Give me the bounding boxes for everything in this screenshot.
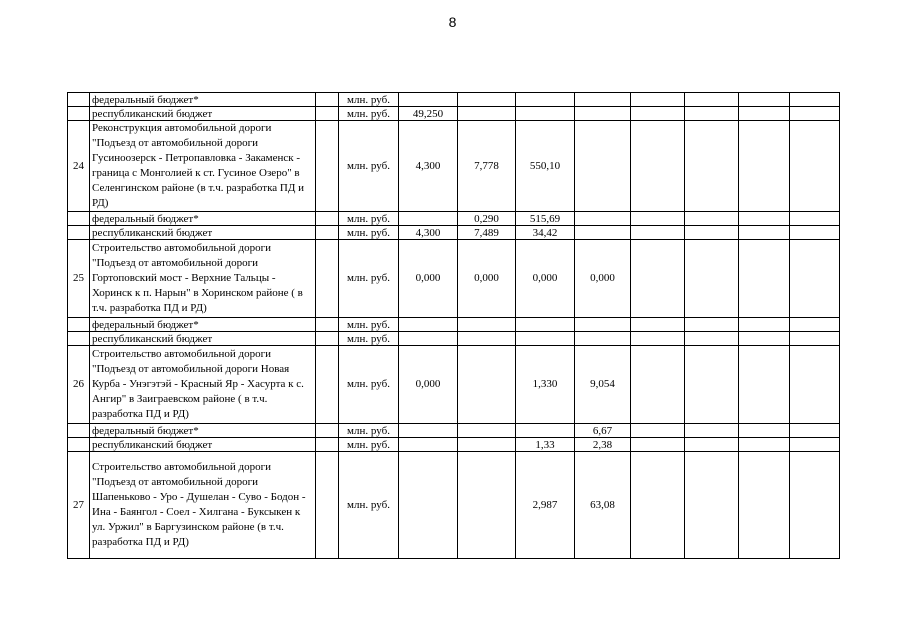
unit-cell: млн. руб. bbox=[339, 107, 399, 121]
value-cell: 6,67 bbox=[575, 424, 631, 438]
value-cell bbox=[516, 93, 575, 107]
value-cell bbox=[399, 438, 458, 452]
value-cell bbox=[458, 93, 516, 107]
value-cell bbox=[739, 240, 790, 318]
value-cell bbox=[790, 452, 840, 559]
value-cell bbox=[739, 212, 790, 226]
value-cell bbox=[458, 424, 516, 438]
value-cell bbox=[685, 121, 739, 212]
project-name: Строительство автомобильной дороги "Подъезд от автомобильной дороги Шапеньково - Уро - Душелан - Суво - Бодон - Ина - Баянгол - Соел - Хилгана - Буксыкен к ул. Уржил" в Баргузинском районе (в т.ч. разработка ПД и РД) bbox=[90, 452, 316, 559]
value-cell bbox=[739, 438, 790, 452]
unit-cell: млн. руб. bbox=[339, 318, 399, 332]
value-cell bbox=[790, 226, 840, 240]
value-cell bbox=[631, 121, 685, 212]
budget-source-name: республиканский бюджет bbox=[90, 332, 316, 346]
value-cell bbox=[685, 107, 739, 121]
empty-cell bbox=[316, 424, 339, 438]
value-cell bbox=[399, 212, 458, 226]
value-cell: 4,300 bbox=[399, 226, 458, 240]
value-cell bbox=[739, 107, 790, 121]
value-cell bbox=[790, 424, 840, 438]
unit-cell: млн. руб. bbox=[339, 240, 399, 318]
table-row bbox=[68, 332, 840, 346]
row-number bbox=[68, 332, 90, 346]
value-cell: 515,69 bbox=[516, 212, 575, 226]
value-cell bbox=[685, 93, 739, 107]
value-cell bbox=[739, 452, 790, 559]
value-cell: 1,33 bbox=[516, 438, 575, 452]
value-cell bbox=[685, 346, 739, 424]
value-cell bbox=[631, 346, 685, 424]
value-cell bbox=[458, 107, 516, 121]
value-cell: 1,330 bbox=[516, 346, 575, 424]
value-cell bbox=[739, 332, 790, 346]
value-cell bbox=[631, 240, 685, 318]
value-cell bbox=[399, 93, 458, 107]
budget-source-name: федеральный бюджет* bbox=[90, 318, 316, 332]
table-row bbox=[68, 107, 840, 121]
row-number: 26 bbox=[68, 346, 90, 424]
table-row bbox=[68, 346, 840, 424]
row-number bbox=[68, 226, 90, 240]
row-number: 24 bbox=[68, 121, 90, 212]
project-name: Строительство автомобильной дороги "Подъезд от автомобильной дороги Новая Курба - Унэгэтэй - Красный Яр - Хасурта к с. Ангир" в Заиграевском районе ( в т.ч. разработка ПД и РД) bbox=[90, 346, 316, 424]
value-cell bbox=[685, 332, 739, 346]
value-cell bbox=[739, 318, 790, 332]
value-cell bbox=[399, 424, 458, 438]
value-cell: 0,290 bbox=[458, 212, 516, 226]
empty-cell bbox=[316, 121, 339, 212]
value-cell bbox=[685, 240, 739, 318]
unit-cell: млн. руб. bbox=[339, 226, 399, 240]
value-cell bbox=[790, 332, 840, 346]
value-cell bbox=[790, 438, 840, 452]
value-cell bbox=[631, 332, 685, 346]
value-cell: 49,250 bbox=[399, 107, 458, 121]
value-cell: 4,300 bbox=[399, 121, 458, 212]
value-cell bbox=[575, 332, 631, 346]
unit-cell: млн. руб. bbox=[339, 121, 399, 212]
value-cell: 2,38 bbox=[575, 438, 631, 452]
row-number: 25 bbox=[68, 240, 90, 318]
value-cell bbox=[575, 93, 631, 107]
value-cell bbox=[790, 212, 840, 226]
table-row bbox=[68, 93, 840, 107]
value-cell bbox=[631, 107, 685, 121]
value-cell bbox=[516, 332, 575, 346]
unit-cell: млн. руб. bbox=[339, 452, 399, 559]
value-cell bbox=[575, 318, 631, 332]
value-cell bbox=[575, 107, 631, 121]
value-cell bbox=[516, 318, 575, 332]
budget-source-name: федеральный бюджет* bbox=[90, 212, 316, 226]
unit-cell: млн. руб. bbox=[339, 93, 399, 107]
row-number bbox=[68, 318, 90, 332]
value-cell bbox=[575, 212, 631, 226]
value-cell bbox=[685, 452, 739, 559]
value-cell bbox=[575, 121, 631, 212]
budget-source-name: федеральный бюджет* bbox=[90, 424, 316, 438]
budget-source-name: федеральный бюджет* bbox=[90, 93, 316, 107]
budget-source-name: республиканский бюджет bbox=[90, 107, 316, 121]
row-number bbox=[68, 438, 90, 452]
row-number: 27 bbox=[68, 452, 90, 559]
value-cell bbox=[575, 226, 631, 240]
value-cell bbox=[631, 226, 685, 240]
value-cell bbox=[685, 226, 739, 240]
value-cell: 0,000 bbox=[575, 240, 631, 318]
value-cell bbox=[458, 346, 516, 424]
value-cell: 0,000 bbox=[516, 240, 575, 318]
empty-cell bbox=[316, 107, 339, 121]
empty-cell bbox=[316, 240, 339, 318]
value-cell bbox=[790, 121, 840, 212]
table-row bbox=[68, 226, 840, 240]
table-row bbox=[68, 424, 840, 438]
value-cell: 7,778 bbox=[458, 121, 516, 212]
project-name: Реконструкция автомобильной дороги "Подъезд от автомобильной дороги Гусиноозерск - Петропавловка - Закаменск - граница с Монголией к ст. Гусиное Озеро" в Селенгинском районе (в т.ч. разработка ПД и РД) bbox=[90, 121, 316, 212]
page-number: 8 bbox=[448, 14, 457, 30]
value-cell bbox=[739, 226, 790, 240]
value-cell bbox=[631, 438, 685, 452]
value-cell bbox=[685, 318, 739, 332]
project-name: Строительство автомобильной дороги "Подъезд от автомобильной дороги Гортоповский мост - Верхние Тальцы - Хоринск к п. Нарын" в Хоринском районе ( в т.ч. разработка ПД и РД) bbox=[90, 240, 316, 318]
value-cell: 9,054 bbox=[575, 346, 631, 424]
value-cell bbox=[739, 424, 790, 438]
table-row bbox=[68, 212, 840, 226]
empty-cell bbox=[316, 226, 339, 240]
value-cell: 0,000 bbox=[399, 240, 458, 318]
value-cell: 2,987 bbox=[516, 452, 575, 559]
value-cell bbox=[399, 452, 458, 559]
value-cell bbox=[685, 438, 739, 452]
value-cell bbox=[790, 318, 840, 332]
value-cell bbox=[790, 107, 840, 121]
budget-source-name: республиканский бюджет bbox=[90, 438, 316, 452]
value-cell bbox=[399, 318, 458, 332]
table-row bbox=[68, 452, 840, 559]
table-row bbox=[68, 318, 840, 332]
value-cell bbox=[685, 424, 739, 438]
empty-cell bbox=[316, 93, 339, 107]
row-number bbox=[68, 107, 90, 121]
table-row bbox=[68, 121, 840, 212]
unit-cell: млн. руб. bbox=[339, 332, 399, 346]
value-cell bbox=[790, 240, 840, 318]
empty-cell bbox=[316, 212, 339, 226]
value-cell: 550,10 bbox=[516, 121, 575, 212]
value-cell bbox=[631, 318, 685, 332]
empty-cell bbox=[316, 318, 339, 332]
value-cell: 63,08 bbox=[575, 452, 631, 559]
unit-cell: млн. руб. bbox=[339, 346, 399, 424]
value-cell bbox=[631, 212, 685, 226]
value-cell bbox=[458, 438, 516, 452]
value-cell bbox=[458, 452, 516, 559]
table-body bbox=[68, 93, 840, 559]
value-cell: 0,000 bbox=[458, 240, 516, 318]
value-cell bbox=[631, 424, 685, 438]
value-cell bbox=[516, 107, 575, 121]
unit-cell: млн. руб. bbox=[339, 212, 399, 226]
empty-cell bbox=[316, 332, 339, 346]
table-row bbox=[68, 240, 840, 318]
value-cell bbox=[739, 121, 790, 212]
value-cell bbox=[399, 332, 458, 346]
unit-cell: млн. руб. bbox=[339, 424, 399, 438]
value-cell bbox=[458, 318, 516, 332]
value-cell bbox=[790, 93, 840, 107]
table-row bbox=[68, 438, 840, 452]
empty-cell bbox=[316, 438, 339, 452]
program-table bbox=[67, 92, 840, 559]
empty-cell bbox=[316, 346, 339, 424]
row-number bbox=[68, 424, 90, 438]
value-cell bbox=[458, 332, 516, 346]
value-cell bbox=[739, 93, 790, 107]
value-cell bbox=[790, 346, 840, 424]
unit-cell: млн. руб. bbox=[339, 438, 399, 452]
value-cell: 0,000 bbox=[399, 346, 458, 424]
value-cell bbox=[516, 424, 575, 438]
budget-source-name: республиканский бюджет bbox=[90, 226, 316, 240]
value-cell bbox=[631, 452, 685, 559]
value-cell bbox=[631, 93, 685, 107]
value-cell bbox=[685, 212, 739, 226]
row-number bbox=[68, 93, 90, 107]
empty-cell bbox=[316, 452, 339, 559]
value-cell: 7,489 bbox=[458, 226, 516, 240]
value-cell bbox=[739, 346, 790, 424]
row-number bbox=[68, 212, 90, 226]
value-cell: 34,42 bbox=[516, 226, 575, 240]
